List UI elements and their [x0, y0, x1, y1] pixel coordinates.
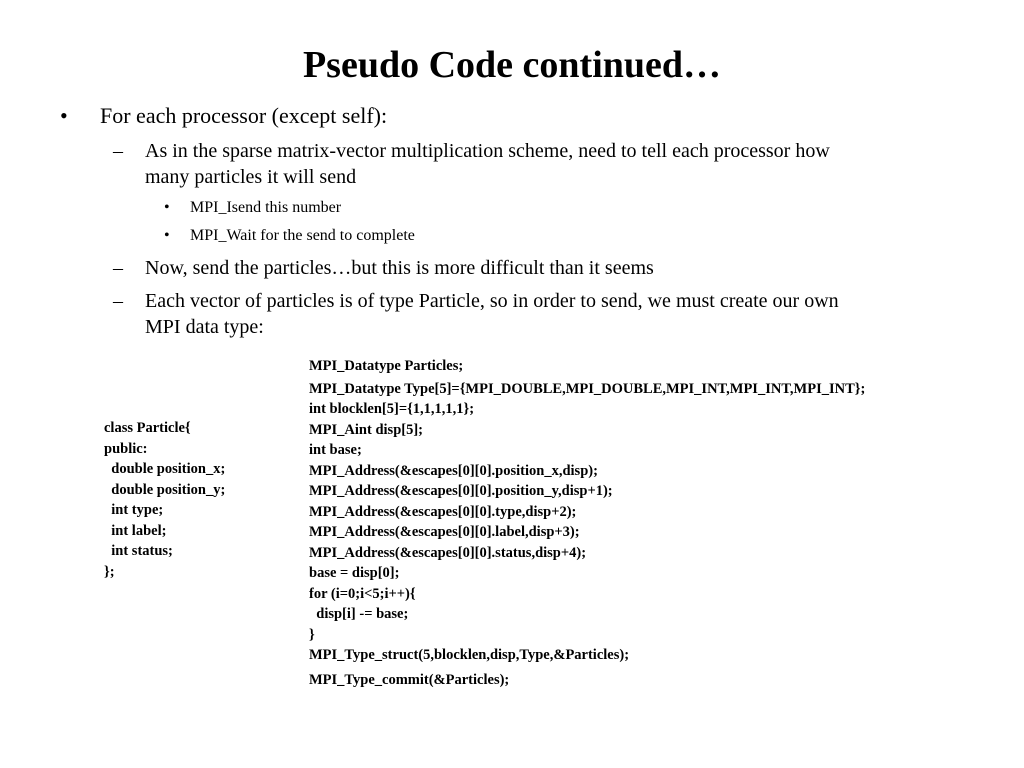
subbullet-text-line2: many particles it will send	[145, 166, 357, 188]
mpi-datatype-code	[309, 356, 865, 690]
subbullet-text: Now, send the particles…but this is more difficult than it seems	[145, 257, 654, 279]
subbullet-text-line1: Each vector of particles is of type Particle, so in order to send, we must create our own	[145, 290, 839, 312]
code-line: int blocklen[5]={1,1,1,1,1};	[309, 401, 475, 417]
code-line: MPI_Type_commit(&Particles);	[309, 671, 510, 688]
code-line: class Particle{	[104, 420, 191, 436]
bullet-marker: •	[164, 199, 170, 216]
code-line: MPI_Datatype Particles;	[309, 358, 464, 374]
dash-marker: –	[113, 290, 123, 312]
code-line: MPI_Address(&escapes[0][0].type,disp+2);	[309, 503, 577, 520]
code-line: MPI_Address(&escapes[0][0].position_x,disp);	[309, 462, 598, 479]
code-line: double position_x;	[104, 461, 226, 477]
subsubbullet-text: MPI_Isend this number	[190, 199, 342, 216]
code-line: int type;	[104, 502, 164, 518]
code-line: };	[104, 563, 115, 580]
code-line: int status;	[104, 543, 173, 559]
bullet-marker: •	[60, 103, 68, 128]
slide-title: Pseudo Code continued…	[302, 44, 722, 86]
code-line: for (i=0;i<5;i++){	[309, 585, 416, 602]
code-line: MPI_Aint disp[5];	[309, 421, 423, 438]
code-line: int label;	[104, 522, 167, 539]
bullet-marker: •	[164, 227, 170, 244]
subsubbullet-text: MPI_Wait for the send to complete	[190, 227, 415, 244]
code-line: MPI_Type_struct(5,blocklen,disp,Type,&Particles);	[309, 647, 630, 663]
dash-marker: –	[113, 257, 123, 279]
code-line: public:	[104, 440, 148, 457]
subbullet-text-line1: As in the sparse matrix-vector multiplication scheme, need to tell each processor how	[145, 140, 830, 162]
code-line: disp[i] -= base;	[309, 606, 409, 622]
code-line: double position_y;	[104, 481, 226, 498]
code-line: MPI_Datatype Type[5]={MPI_DOUBLE,MPI_DOUBLE,MPI_INT,MPI_INT,MPI_INT};	[309, 380, 866, 397]
code-line: MPI_Address(&escapes[0][0].label,disp+3);	[309, 524, 580, 540]
subbullet-text-line2: MPI data type:	[145, 316, 264, 338]
bullet-text: For each processor (except self):	[100, 103, 388, 128]
code-line: }	[309, 626, 315, 643]
code-line: MPI_Address(&escapes[0][0].position_y,disp+1);	[309, 483, 613, 499]
code-line: base = disp[0];	[309, 565, 400, 581]
class-particle-code	[104, 418, 225, 582]
dash-marker: –	[113, 140, 123, 162]
code-line: int base;	[309, 442, 362, 458]
code-line: MPI_Address(&escapes[0][0].status,disp+4);	[309, 544, 587, 561]
